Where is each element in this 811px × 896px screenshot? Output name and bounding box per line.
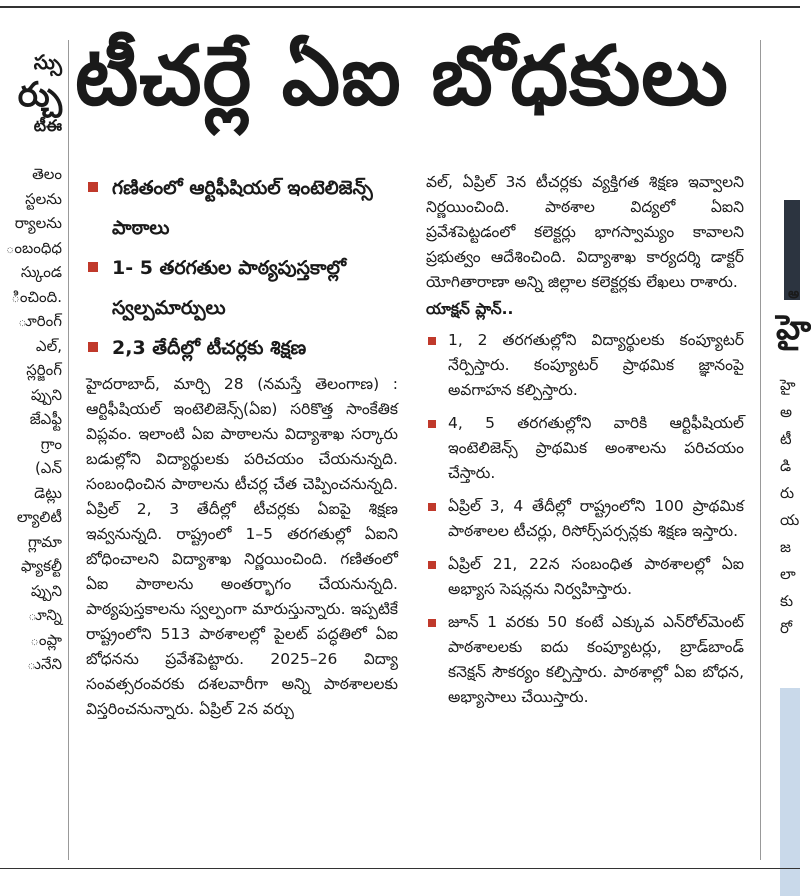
- top-rule: [0, 6, 800, 8]
- right-article-heading: హై: [776, 308, 811, 348]
- action-plan-item: [426, 552, 744, 602]
- fragment-line: ల్యాలిటీ: [16, 508, 62, 526]
- fragment-line: ప్పుని: [30, 581, 62, 600]
- highlight-text: గణితంలో ఆర్టిఫీషియల్ ఇంటెలిజెన్స్ పాఠాలు: [112, 177, 373, 239]
- fragment-line: గ్రాం: [40, 434, 62, 453]
- bullet-square-icon: [88, 262, 98, 272]
- fragment-line: స్టలను: [25, 189, 62, 208]
- action-plan-item: [426, 494, 744, 544]
- article-right-column: [426, 170, 744, 718]
- left-article-body: [0, 162, 62, 677]
- fragment-line: ునేని: [27, 655, 62, 673]
- fragment-line: ఎల్,: [35, 336, 62, 355]
- left-article-heading-line2: ర్చు: [17, 75, 62, 115]
- fragment-line: జేఎఫ్టీ: [29, 410, 62, 428]
- fragment-line: ంబంధిధ: [5, 238, 62, 257]
- column-divider-left: [68, 40, 69, 860]
- fragment-line: స్కుండ: [20, 263, 62, 281]
- action-plan-text: ఏప్రిల్ 3, 4 తేదీల్లో రాష్ట్రంలోని 100 ప్రాథమిక పాఠశాలల టీచర్లు, రిసోర్స్‌పర్సన్లకు శిక్షణ ఇస్తారు.: [448, 497, 744, 540]
- fragment-line: తెలం: [32, 165, 62, 183]
- left-article-heading-line1: స్సు: [33, 50, 62, 74]
- fragment-line: టీ: [780, 430, 792, 448]
- fragment-line: కు: [780, 592, 794, 610]
- action-plan-text: 1, 2 తరగతుల్లోని విద్యార్థులకు కంప్యూటర్ నేర్పిస్తారు. కంప్యూటర్ ప్రాథమిక జ్ఞానంపై అవగాహన కల్పిస్తారు.: [448, 331, 744, 399]
- bullet-square-icon: [428, 420, 436, 428]
- action-plan-list: [426, 328, 744, 710]
- action-plan-item: [426, 610, 744, 710]
- news-photo: [784, 200, 800, 300]
- highlight-item: [88, 168, 408, 248]
- article-headline: టీచర్లే ఏఐ బోధకులు: [75, 29, 729, 124]
- fragment-line: ించింది.: [11, 287, 62, 306]
- action-plan-subheading: యాక్షన్ ప్లాన్..: [426, 300, 514, 318]
- article-body-text: హైదరాబాద్, మార్చి 28 (నమస్తే తెలంగాణ) : ఆర్టిఫీషియల్ ఇంటెలిజెన్స్(ఏఐ) సరికొత్త సాంకేతిక విప్లవం. ఇలాంటి ఏఐ పాఠాలను విద్యాశాఖ సర్కారు బడుల్లోని విద్యార్థులకు పరిచయం చేయనున్నది. సంబంధించిన పాఠాలను టీచర్ల చేత చెప్పించనున్నది. ఏప్రిల్ 2, 3 తేదీల్లో టీచర్లకు ఏఐపై శిక్షణ ఇవ్వనున్నది. రాష్ట్రంలో 1–5 తరగతుల్లో ఏఐని బోధించాలని విద్యాశాఖ నిర్ణయించింది. గణితంలో ఏఐ పాఠాలను అంతర్భాగం చేయనున్నది. పాఠ్యపుస్తకాలను స్వల్పంగా మారుస్తున్నారు. ఇప్పటికే రాష్ట్రంలోని 513 పాఠశాలల్లో పైలట్ పద్ధతిలో ఏఐ బోధనను ప్రవేశపెట్టారు. 2025–26 విద్యా సంవత్సరంవరకు దశలవారీగా అన్ని పాఠశాలలకు విస్తరించనున్నారు. ఏప్రిల్ 2న వర్చు: [86, 375, 398, 718]
- bullet-square-icon: [428, 561, 436, 569]
- left-adjacent-article: [0, 40, 62, 860]
- action-plan-item: [426, 411, 744, 486]
- bottom-rule: [0, 868, 800, 869]
- fragment-line: ప్పుని: [30, 385, 62, 404]
- photo-caption: అ: [788, 286, 800, 302]
- fragment-line: అ: [780, 403, 793, 421]
- fragment-line: రు: [780, 484, 795, 502]
- highlight-item: [88, 328, 408, 368]
- highlight-text: 2,3 తేదీల్లో టీచర్లకు శిక్షణ: [112, 337, 307, 359]
- fragment-line: డెట్లు: [34, 483, 62, 502]
- highlight-text: 1- 5 తరగతుల పాఠ్యపుస్తకాల్లో స్వల్పమార్పులు: [112, 257, 347, 319]
- right-article-body: [780, 372, 799, 642]
- right-adjacent-article: [754, 40, 811, 860]
- action-plan-item: [426, 328, 744, 403]
- info-box: [780, 688, 800, 896]
- fragment-line: ంప్లా: [30, 630, 62, 649]
- action-plan-text: జూన్ 1 వరకు 50 కంటే ఎక్కువ ఎన్‌రోల్‌మెంట్ పాఠశాలలకు ఐదు కంప్యూటర్లు, బ్రాడ్‌బాండ్ కనెక్షన్ సౌకర్యం కల్పిస్తారు. పాఠశాల్లో ఏఐ బోధన, అభ్యాసాలు చేయిస్తారు.: [448, 613, 744, 706]
- bullet-square-icon: [428, 337, 436, 345]
- fragment-line: హై: [780, 376, 796, 394]
- fragment-line: ఫ్యాకల్టీ: [20, 557, 62, 575]
- fragment-line: గ్లామా: [27, 532, 62, 551]
- article-continued-paragraph: వల్, ఏప్రిల్ 3న టీచర్లకు వ్యక్తిగత శిక్షణ ఇవ్వాలని నిర్ణయించింది. పాఠశాల విద్యలో ఏఐని ప్రవేశపెట్టడంలో కలెక్టర్లు భాగస్వామ్యం కావాలని ప్రభుత్వం ఆదేశించింది. విద్యాశాఖ కార్యదర్శి డాక్టర్ యోగితారాణా అన్ని జిల్లాల కలెక్టర్లకు లేఖలు రాశారు.: [426, 173, 744, 291]
- action-plan-text: 4, 5 తరగతుల్లోని వారికి ఆర్టిఫీషియల్ ఇంటెలిజెన్స్ ప్రాథమిక అంశాలను పరిచయం చేస్తారు.: [448, 414, 744, 482]
- fragment-line: ూన్ని: [28, 606, 62, 624]
- fragment-line: య: [780, 511, 800, 529]
- fragment-line: ూరింగ్: [18, 312, 62, 330]
- bullet-square-icon: [88, 182, 98, 192]
- fragment-line: రో: [780, 619, 793, 637]
- fragment-line: స్లర్జింగ్: [26, 361, 62, 379]
- fragment-line: డి: [780, 457, 792, 475]
- fragment-line: జ: [780, 538, 791, 556]
- bullet-square-icon: [88, 342, 98, 352]
- fragment-line: (ఎన్: [34, 459, 62, 477]
- left-article-subheading: టీఈ: [33, 116, 62, 135]
- bullet-square-icon: [428, 619, 436, 627]
- bullet-square-icon: [428, 503, 436, 511]
- fragment-line: ర్యాలను: [14, 214, 62, 232]
- action-plan-text: ఏప్రిల్ 21, 22న సంబంధిత పాఠశాలల్లో ఏఐ అభ్యాస సెషన్లను నిర్వహిస్తారు.: [448, 555, 744, 598]
- highlights-list: [88, 168, 408, 368]
- highlight-item: [88, 248, 408, 328]
- fragment-line: లా: [780, 565, 796, 583]
